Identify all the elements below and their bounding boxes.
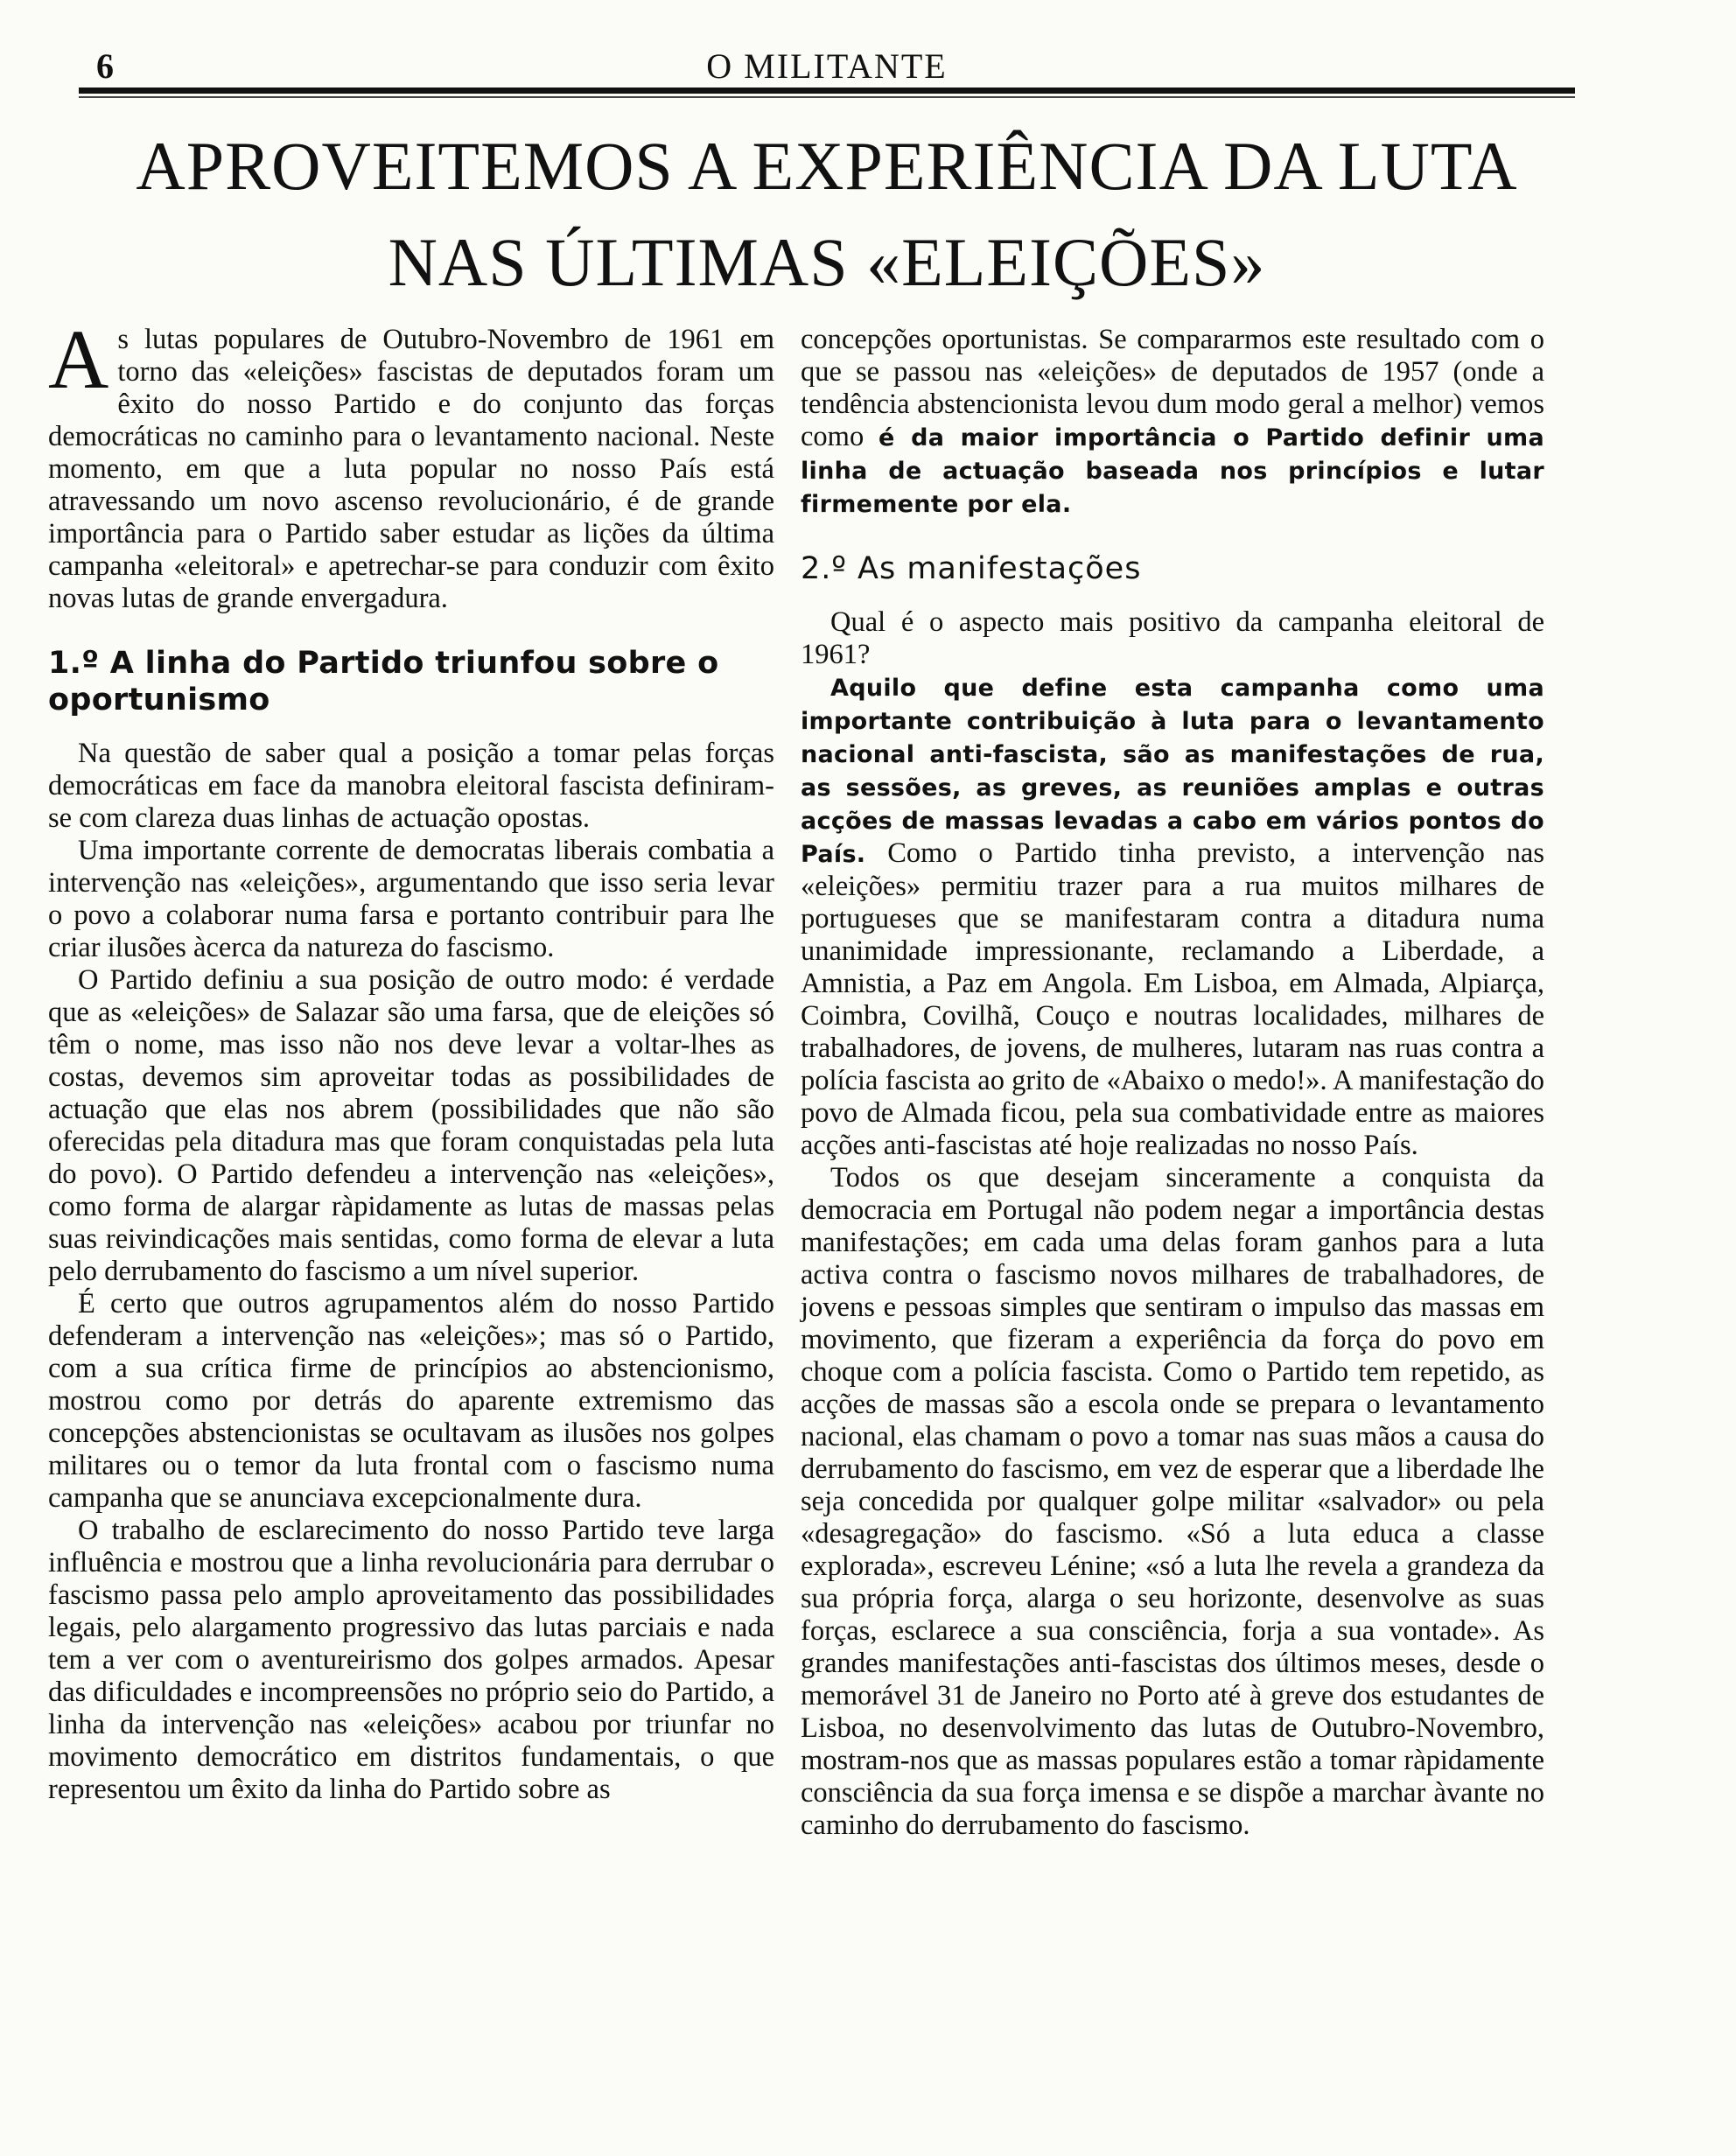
paragraph: O Partido definiu a sua posição de outro modo: é verdade que as «eleições» de Salazar são uma farsa, que de eleições só têm o nome, mas isso não nos deve levar a voltar-lhes as costas, devemos sim aproveitar todas as possibilidades de actuação que elas nos abrem (possibilidades que não são oferecidas pela ditadura mas que foram conquistadas pela luta do povo). O Partido defendeu a intervenção nas «eleições», como forma de alargar ràpidamente as lutas de massas pelas suas reivindicações mais sentidas, como forma de elevar a luta pelo derrubamento do fascismo a um nível superior. [48, 964, 774, 1287]
intro-text: s lutas populares de Outubro-Novembro de 1961 em torno das «eleições» fascistas de deputados foram um êxito do nosso Partido e do conjunto das forças democráticas no caminho para o levantamento nacional. Neste momento, em que a luta popular no nosso País está atravessando um novo ascenso revolucionário, é de grande importância para o Partido saber estudar as lições da última campanha «eleitoral» e apetrechar-se para conduzir com êxito novas lutas de grande envergadura. [48, 324, 774, 614]
paragraph: Todos os que desejam sinceramente a conquista da democracia em Portugal não podem negar a importância destas manifestações; em cada uma delas foram ganhos para a luta activa contra o fascismo novos milhares de trabalhadores, de jovens e pessoas simples que sentiram o impulso das massas em movimento, que fizeram a experiência da força do povo em choque com a polícia fascista. Como o Partido tem repetido, as acções de massas são a escola onde se prepara o levantamento nacional, elas chamam o povo a tomar nas suas mãos a causa do derrubamento do fascismo, em vez de esperar que a liberdade lhe seja concedida por qualquer golpe militar «salvador» ou pela «desagregação» do fascismo. «Só a luta educa a classe explorada», escreveu Lénine; «só a luta lhe revela a grandeza da sua própria força, alarga o seu horizonte, desenvolve as suas forças, esclarece a sua consciência, forja a sua vontade». As grandes manifestações anti-fascistas dos últimos meses, desde o memorável 31 de Janeiro no Porto até à greve dos estudantes de Lisboa, no desenvolvimento das lutas de Outubro-Novembro, mostram-nos que as massas populares estão a tomar ràpidamente consciência da sua força imensa e se dispõe a marchar àvante no caminho do derrubamento do fascismo. [801, 1162, 1544, 1841]
paragraph-text: Como o Partido tinha previsto, a intervenção nas «eleições» permitiu trazer para a rua muitos milhares de portugueses que se manifestaram contra a ditadura numa unanimidade impressionante, reclamando a Liberdade, a Amnistia, a Paz em Angola. Em Lisboa, em Almada, Alpiarça, Coimbra, Covilhã, Couço e noutras localidades, milhares de trabalhadores, de jovens, de mulheres, lutaram nas ruas contra a polícia fascista ao grito de «Abaixo o medo!». A manifestação do povo de Almada ficou, pela sua combatividade entre as maiores acções anti-fascistas até hoje realizadas no nosso País. [801, 837, 1544, 1161]
paragraph: O trabalho de esclarecimento do nosso Partido teve larga influência e mostrou que a linha revolucionária para derrubar o fascismo passa pelo amplo aproveitamento das possibilidades legais, pelo alargamento progressivo das lutas parciais e nada tem a ver com o aventureirismo dos golpes armados. Apesar das dificuldades e incompreensões no próprio seio do Partido, a linha da intervenção nas «eleições» acabou por triunfar no movimento democrático em distritos fundamentais, o que representou um êxito da linha do Partido sobre as [48, 1515, 774, 1805]
right-column [801, 324, 1544, 1842]
page-header [79, 46, 1575, 89]
paragraph: Uma importante corrente de democratas liberais combatia a intervenção nas «eleições», argumentando que isso seria levar o povo a colaborar numa farsa e portanto contribuir para lhe criar ilusões àcerca da natureza do fascismo. [48, 835, 774, 963]
paragraph: É certo que outros agrupamentos além do nosso Partido defenderam a intervenção nas «eleições»; mas só o Partido, com a sua crítica firme de princípios ao abstencionismo, mostrou como por detrás do aparente extremismo das concepções abstencionistas se ocultavam as ilusões nos golpes militares ou o temor da luta frontal com o fascismo numa campanha que se anunciava excepcionalmente dura. [48, 1288, 774, 1514]
article-headline [79, 118, 1575, 311]
question-paragraph: Qual é o aspecto mais positivo da campanha eleitoral de 1961? [801, 606, 1544, 670]
section-1-heading: 1.º A linha do Partido triunfou sobre o oportunismo [48, 646, 719, 718]
continued-paragraph [801, 324, 1544, 521]
emphasis-text: Aquilo que define esta campanha como uma importante contribuição à luta para o levantamento nacional anti-fascista, são as manifestações de rua, as sessões, as greves, as reuniões amplas e outras acções de massas levadas a cabo em vários pontos do País. [801, 675, 1544, 868]
paragraph: Na questão de saber qual a posição a tomar pelas forças democráticas em face da manobra eleitoral fascista definiram-se com clareza duas linhas de actuação opostas. [48, 738, 774, 834]
intro-paragraph [48, 312, 774, 615]
section-2-heading: 2.º As manifestações [801, 551, 1142, 586]
continued-text: concepções oportunistas. Se compararmos este resultado com o que se passou nas «eleições» de deputados de 1957 (onde a tendência abstencionista levou dum modo geral a melhor) vemos como [801, 324, 1544, 452]
left-column [48, 312, 774, 1806]
emphasis-text: é da maior importância o Partido definir uma linha de actuação baseada nos princípios e lutar firmemente por ela. [801, 424, 1544, 518]
header-rule-thin [79, 96, 1575, 98]
paragraph [801, 671, 1544, 1162]
headline-line-1: APROVEITEMOS A EXPERIÊNCIA DA LUTA [136, 128, 1518, 204]
page-number: 6 [96, 46, 114, 86]
header-rule [79, 88, 1575, 94]
publication-title: O MILITANTE [706, 46, 948, 86]
drop-cap: A [48, 312, 109, 406]
headline-line-2: NAS ÚLTIMAS «ELEIÇÕES» [388, 224, 1266, 300]
